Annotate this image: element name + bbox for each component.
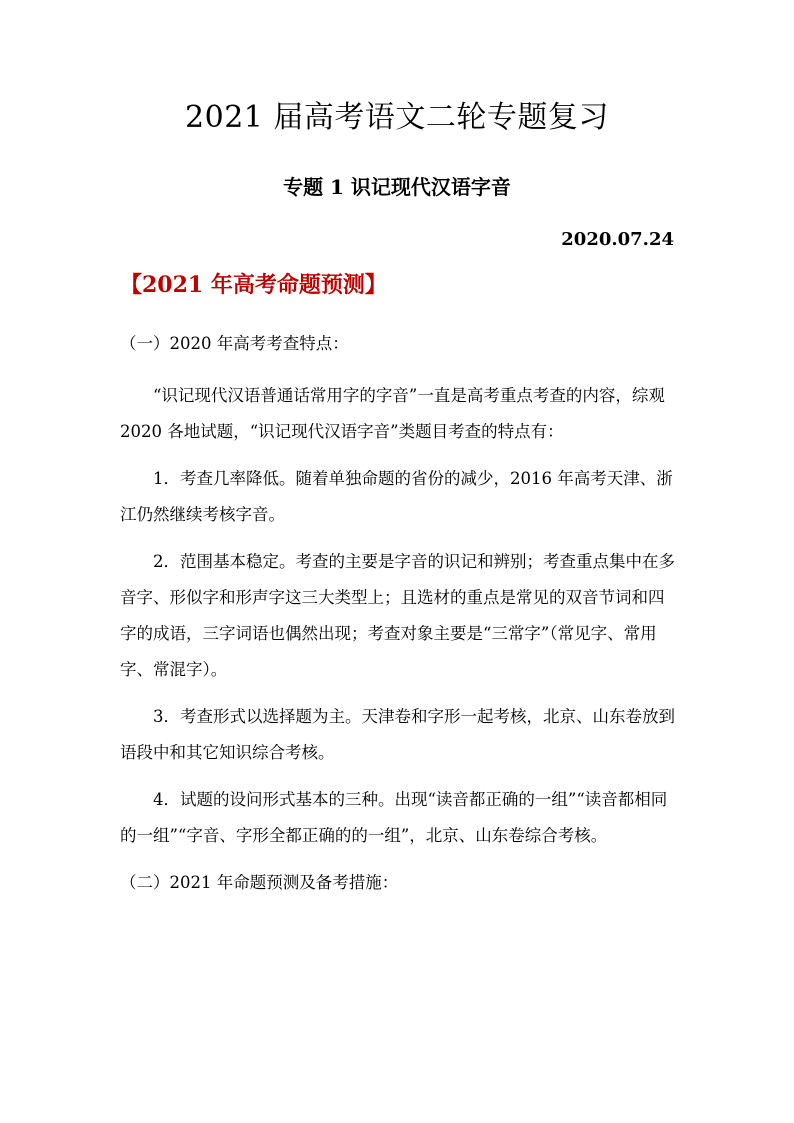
document-title: 2021 届高考语文二轮专题复习 xyxy=(185,100,609,135)
document-subtitle: 专题 1 识记现代汉语字音 xyxy=(283,175,511,199)
list-item: 3．考查形式以选择题为主。天津卷和字形一起考核，北京、山东卷放到语段中和其它知识综合考核。 xyxy=(120,707,675,762)
part1-heading: （一）2020 年高考考查特点： xyxy=(120,334,349,353)
part2-heading: （二）2021 年命题预测及备考措施： xyxy=(120,873,399,892)
section-heading: 【2021 年高考命题预测】 xyxy=(120,272,387,298)
list-item: 1．考查几率降低。随着单独命题的省份的减少，2016 年高考天津、浙江仍然继续考核字音。 xyxy=(120,469,673,524)
intro-paragraph: “识记现代汉语普通话常用字的字音”一直是高考重点考查的内容，综观 2020 各地试题，“识记现代汉语字音”类题目考查的特点有： xyxy=(120,386,665,441)
body-content xyxy=(120,378,676,912)
document-date: 2020.07.24 xyxy=(561,229,674,250)
list-item: 2．范围基本稳定。考查的主要是字音的识记和辨别；考查重点集中在多音字、形似字和形声字这三大类型上；且选材的重点是常见的双音节词和四字的成语，三字词语也偶然出现；考查对象主要是“三常字”（常见字、常用字、常混字）。 xyxy=(120,552,675,679)
list-item: 4．试题的设问形式基本的三种。出现“读音都正确的一组”“读音都相同的一组”“字音、字形全都正确的的一组”，北京、山东卷综合考核。 xyxy=(120,790,668,845)
